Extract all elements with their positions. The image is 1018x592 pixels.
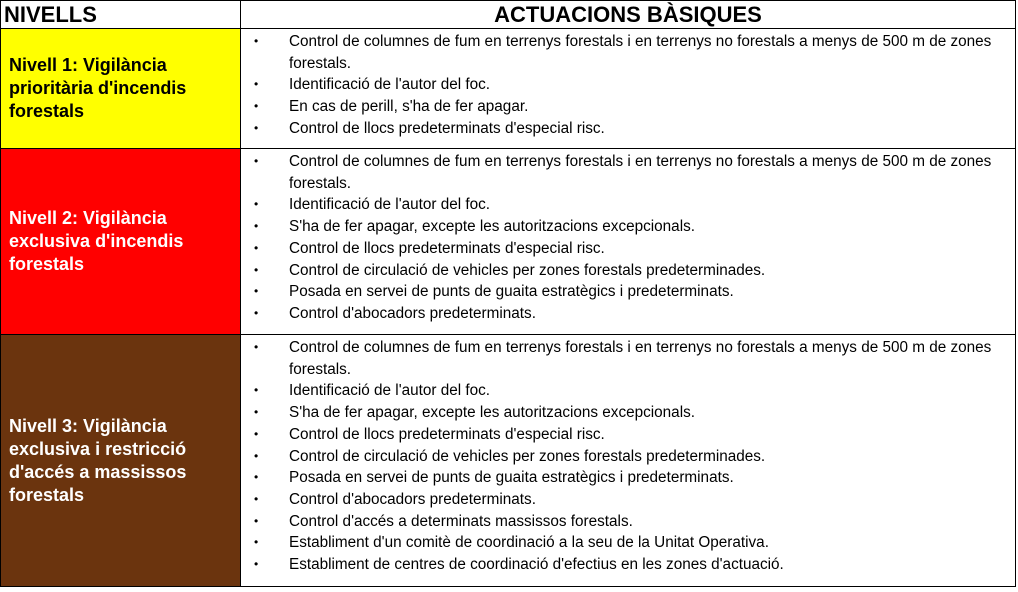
level-actions: [241, 29, 1016, 149]
action-list: [241, 337, 1011, 576]
action-item: [241, 281, 1011, 303]
action-item: [241, 489, 1011, 511]
action-text: Control de circulació de vehicles per zones forestals predeterminades.: [289, 447, 766, 465]
action-text: Control de llocs predeterminats d'especial risc.: [289, 425, 605, 443]
action-item: [241, 74, 1011, 96]
bullet-icon: •: [254, 340, 259, 354]
action-item: [241, 238, 1011, 260]
action-text: Control de circulació de vehicles per zones forestals predeterminades.: [289, 261, 766, 279]
bullet-icon: •: [254, 426, 259, 441]
action-text: Posada en servei de punts de guaita estratègics i predeterminats.: [289, 283, 734, 301]
bullet-icon: •: [254, 448, 259, 463]
action-item: [241, 96, 1011, 118]
action-item: [241, 424, 1011, 446]
bullet-icon: •: [254, 154, 259, 168]
action-list: [241, 151, 1011, 325]
actions-column-header: ACTUACIONS BÀSIQUES: [241, 1, 1016, 29]
levels-column-header: NIVELLS: [1, 1, 241, 29]
action-text: Control de columnes de fum en terrenys forestals i en terrenys no forestals a menys de 500 m de zones forestals.: [289, 339, 992, 378]
bullet-icon: •: [254, 405, 259, 420]
action-text: Control de columnes de fum en terrenys forestals i en terrenys no forestals a menys de 500 m de zones forestals.: [289, 33, 992, 72]
action-item: [241, 216, 1011, 238]
bullet-icon: •: [254, 284, 259, 299]
level-row-2: [1, 149, 1016, 335]
bullet-icon: •: [254, 240, 259, 255]
action-item: [241, 118, 1011, 140]
action-text: En cas de perill, s'ha de fer apagar.: [289, 98, 529, 116]
level-name: Nivell 2: Vigilància exclusiva d'incendis forestals: [1, 149, 241, 335]
action-text: Control d'abocadors predeterminats.: [289, 490, 536, 508]
action-text: Identificació de l'autor del foc.: [289, 382, 491, 400]
action-text: Identificació de l'autor del foc.: [289, 76, 491, 94]
action-item: [241, 511, 1011, 533]
levels-body: [1, 29, 1016, 587]
level-actions: [241, 149, 1016, 335]
action-text: S'ha de fer apagar, excepte les autoritzacions excepcionals.: [289, 404, 695, 422]
action-text: Establiment d'un comitè de coordinació a la seu de la Unitat Operativa.: [289, 534, 769, 552]
bullet-icon: •: [254, 491, 259, 506]
table-header-row: [1, 1, 1016, 29]
action-text: Control d'abocadors predeterminats.: [289, 304, 536, 322]
action-text: Establiment de centres de coordinació d'efectius en les zones d'actuació.: [289, 556, 784, 574]
action-item: [241, 303, 1011, 325]
bullet-icon: •: [254, 535, 259, 550]
action-text: S'ha de fer apagar, excepte les autoritzacions excepcionals.: [289, 218, 695, 236]
action-item: [241, 446, 1011, 468]
bullet-icon: •: [254, 305, 259, 320]
bullet-icon: •: [254, 197, 259, 212]
bullet-icon: •: [254, 557, 259, 572]
level-row-1: [1, 29, 1016, 149]
action-text: Posada en servei de punts de guaita estratègics i predeterminats.: [289, 469, 734, 487]
action-text: Control de columnes de fum en terrenys forestals i en terrenys no forestals a menys de 500 m de zones forestals.: [289, 153, 992, 192]
action-text: Identificació de l'autor del foc.: [289, 196, 491, 214]
bullet-icon: •: [254, 513, 259, 528]
action-item: [241, 532, 1011, 554]
bullet-icon: •: [254, 383, 259, 398]
bullet-icon: •: [254, 99, 259, 114]
level-actions: [241, 335, 1016, 587]
action-text: Control d'accés a determinats massissos forestals.: [289, 512, 633, 530]
level-name: Nivell 3: Vigilància exclusiva i restricció d'accés a massissos forestals: [1, 335, 241, 587]
action-item: [241, 194, 1011, 216]
action-text: Control de llocs predeterminats d'especial risc.: [289, 119, 605, 137]
bullet-icon: •: [254, 34, 259, 48]
level-name: Nivell 1: Vigilància prioritària d'incendis forestals: [1, 29, 241, 149]
bullet-icon: •: [254, 77, 259, 92]
level-row-3: [1, 335, 1016, 587]
action-item: [241, 260, 1011, 282]
bullet-icon: •: [254, 120, 259, 135]
action-item: [241, 380, 1011, 402]
action-item: [241, 554, 1011, 576]
bullet-icon: •: [254, 219, 259, 234]
action-text: Control de llocs predeterminats d'especial risc.: [289, 239, 605, 257]
action-item: [241, 151, 1011, 194]
action-item: [241, 337, 1011, 380]
bullet-icon: •: [254, 470, 259, 485]
action-item: [241, 402, 1011, 424]
action-item: [241, 31, 1011, 74]
action-list: [241, 31, 1011, 140]
bullet-icon: •: [254, 262, 259, 277]
action-item: [241, 467, 1011, 489]
